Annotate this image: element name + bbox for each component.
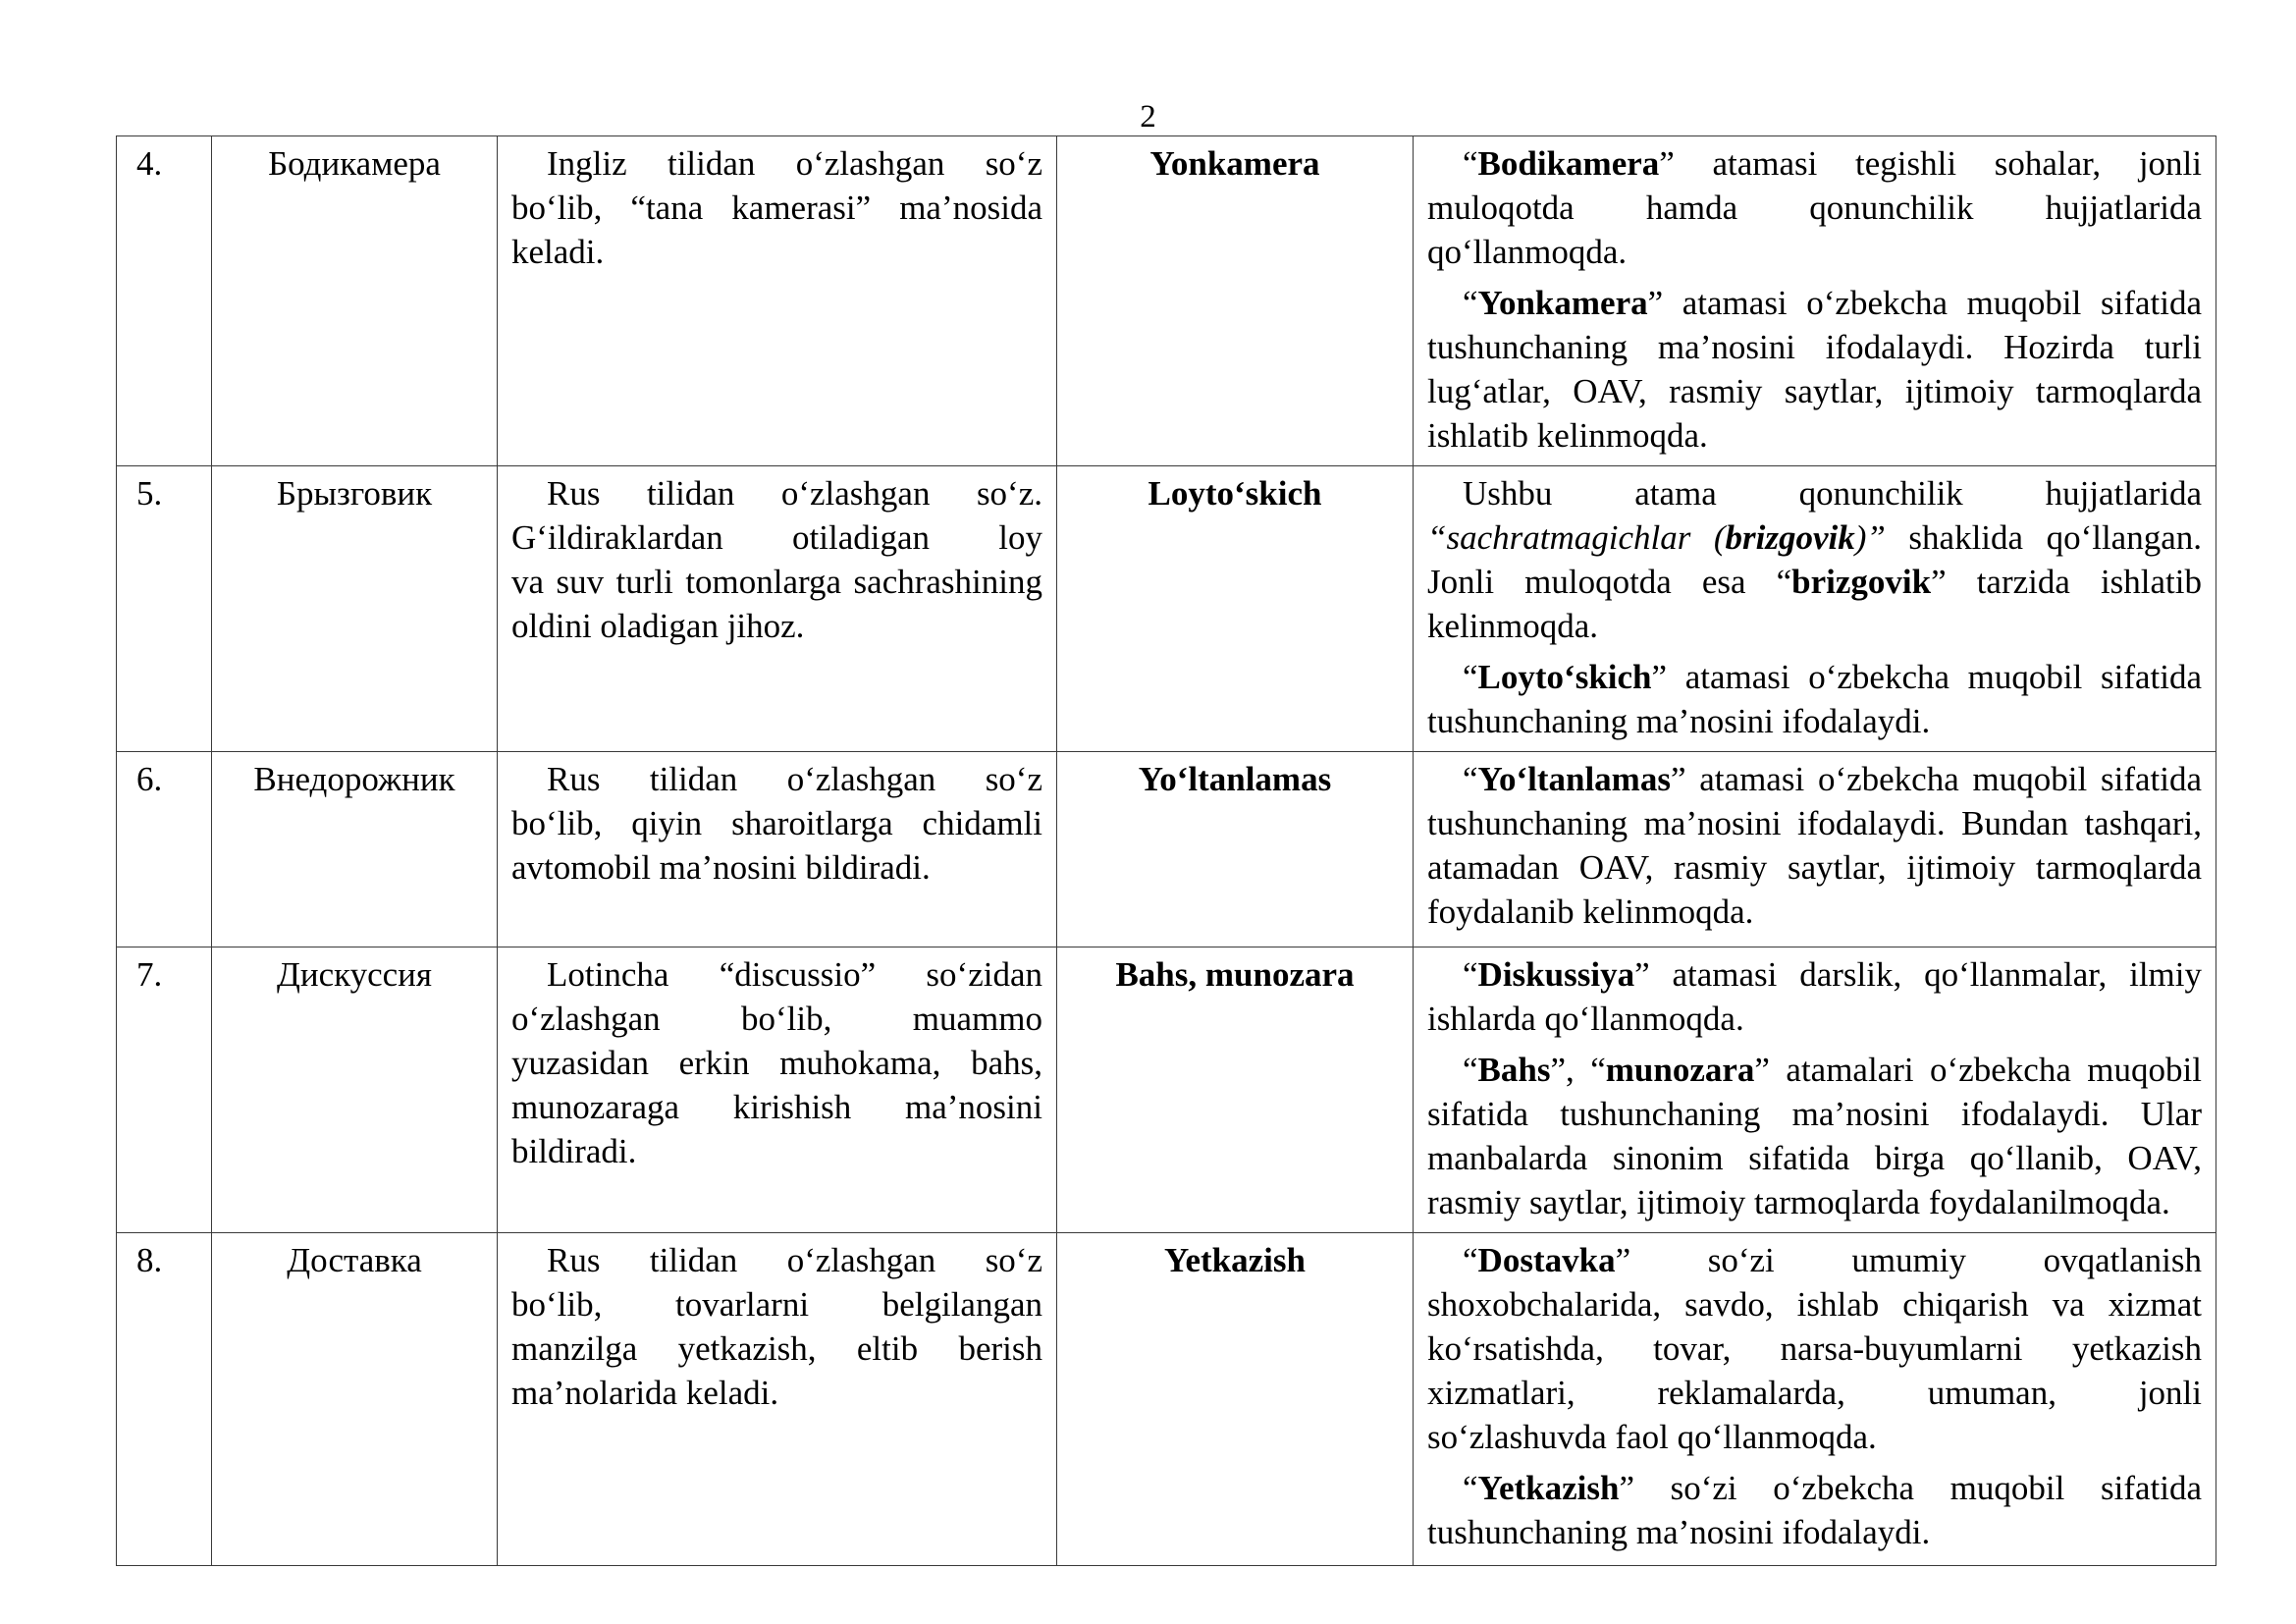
text-run: ” atamalari o‘zbekcha muqobil	[1754, 1051, 2202, 1089]
usage-line	[1427, 1371, 2202, 1415]
origin-line: G‘ildiraklardan otiladigan loy	[511, 518, 1042, 557]
text-run: “	[1463, 1469, 1478, 1507]
text-run: “	[1463, 284, 1478, 322]
usage-line	[1427, 413, 2202, 458]
text-run: tushunchaning ma’nosini ifodalaydi. Bundan tashqari,	[1427, 804, 2202, 842]
usage-line	[1427, 1238, 2202, 1282]
uzbek-equivalent: Yetkazish	[1057, 1233, 1414, 1566]
row-number: 8.	[117, 1233, 212, 1566]
usage-line	[1427, 1092, 2202, 1136]
origin-line: Rus tilidan o‘zlashgan so‘z.	[547, 474, 1042, 513]
text-run: ishlatib kelinmoqda.	[1427, 416, 1708, 455]
table-row	[117, 752, 2216, 947]
usage-paragraph	[1427, 281, 2202, 458]
usage-paragraph	[1427, 655, 2202, 743]
usage-line	[1427, 890, 2202, 934]
usage-line	[1427, 325, 2202, 369]
text-run: )”	[1854, 518, 1886, 557]
usage-paragraph	[1427, 471, 2202, 648]
origin-line: Rus tilidan o‘zlashgan so‘z	[547, 1241, 1042, 1279]
text-run: ” atamasi darslik, qo‘llanmalar, ilmiy	[1634, 955, 2202, 994]
row-number: 6.	[117, 752, 212, 947]
text-run: ” so‘zi umumiy ovqatlanish	[1615, 1241, 2202, 1279]
origin-line: munozaraga kirishish ma’nosini	[511, 1088, 1042, 1126]
origin-line: va suv turli tomonlarga sachrashining	[511, 563, 1042, 601]
text-run: Ushbu atama qonunchilik hujjatlarida	[1463, 474, 2202, 513]
row-number: 4.	[117, 136, 212, 466]
term-highlight: Diskussiya	[1477, 955, 1635, 994]
text-run: ”, “	[1550, 1051, 1606, 1089]
usage-paragraph	[1427, 952, 2202, 1041]
text-run: “	[1463, 760, 1478, 798]
origin-line: yuzasidan erkin muhokama, bahs,	[511, 1044, 1042, 1082]
text-run: rasmiy saytlar, ijtimoiy tarmoqlarda foydalanilmoqda.	[1427, 1183, 2170, 1221]
text-run: “	[1463, 1051, 1478, 1089]
usage-line	[1427, 1415, 2202, 1459]
usage-line	[1427, 230, 2202, 274]
text-run: “	[1463, 658, 1478, 696]
text-run: ” atamasi o‘zbekcha muqobil sifatida	[1670, 760, 2202, 798]
usage-line	[1427, 515, 2202, 560]
text-run: shoxobchalarida, savdo, ishlab chiqarish va xizmat	[1427, 1285, 2202, 1324]
origin-line: bildiradi.	[511, 1132, 637, 1170]
foreign-term: Бодикамера	[212, 136, 498, 466]
usage-line	[1427, 369, 2202, 413]
term-highlight: Loyto‘skich	[1477, 658, 1652, 696]
term-highlight: Bodikamera	[1477, 144, 1660, 183]
text-run: tushunchaning ma’nosini ifodalaydi. Hozirda turli	[1427, 328, 2202, 366]
origin-line: Rus tilidan o‘zlashgan so‘z	[547, 760, 1042, 798]
uzbek-equivalent: Yonkamera	[1057, 136, 1414, 466]
usage-notes	[1414, 466, 2216, 752]
text-run: kelinmoqda.	[1427, 607, 1598, 645]
usage-line	[1427, 186, 2202, 230]
origin-line: ma’nolarida keladi.	[511, 1374, 779, 1412]
text-run: sifatida tushunchaning ma’nosini ifodalaydi. Ular	[1427, 1095, 2202, 1133]
origin-line: bo‘lib, tovarlarni belgilangan	[511, 1285, 1042, 1324]
text-run: qo‘llanmoqda.	[1427, 233, 1628, 271]
page-number: 2	[1140, 99, 1156, 135]
usage-line	[1427, 757, 2202, 801]
usage-paragraph	[1427, 1238, 2202, 1459]
usage-line	[1427, 952, 2202, 997]
usage-line	[1427, 699, 2202, 743]
text-run: ” so‘zi o‘zbekcha muqobil sifatida	[1619, 1469, 2202, 1507]
text-run: Jonli muloqotda esa “	[1427, 563, 1792, 601]
usage-line	[1427, 560, 2202, 604]
usage-line	[1427, 604, 2202, 648]
text-run: lug‘atlar, OAV, rasmiy saytlar, ijtimoiy tarmoqlarda	[1427, 372, 2202, 410]
usage-notes	[1414, 752, 2216, 947]
table-row	[117, 1233, 2216, 1566]
usage-line	[1427, 845, 2202, 890]
uzbek-equivalent: Bahs, munozara	[1057, 947, 1414, 1233]
usage-notes	[1414, 136, 2216, 466]
glossary-body	[117, 136, 2216, 1566]
term-highlight: brizgovik	[1725, 518, 1855, 557]
origin-line: Ingliz tilidan o‘zlashgan so‘z	[547, 144, 1042, 183]
text-run: ko‘rsatishda, tovar, narsa-buyumlarni yetkazish	[1427, 1329, 2202, 1368]
origin-description	[498, 466, 1057, 752]
usage-notes	[1414, 947, 2216, 1233]
text-run: “	[1463, 955, 1478, 994]
table-row	[117, 136, 2216, 466]
term-highlight: Dostavka	[1477, 1241, 1616, 1279]
text-run: so‘zlashuvda faol qo‘llanmoqda.	[1427, 1418, 1877, 1456]
foreign-term: Доставка	[212, 1233, 498, 1566]
text-run: xizmatlari, reklamalarda, umuman, jonli	[1427, 1374, 2202, 1412]
text-run: muloqotda hamda qonunchilik hujjatlarida	[1427, 189, 2202, 227]
text-run: manbalarda sinonim sifatida birga qo‘llanib, OAV,	[1427, 1139, 2202, 1177]
text-run: ” atamasi o‘zbekcha muqobil sifatida	[1647, 284, 2202, 322]
usage-line	[1427, 1048, 2202, 1092]
uzbek-equivalent: Yo‘ltanlamas	[1057, 752, 1414, 947]
text-run: foydalanib kelinmoqda.	[1427, 893, 1754, 931]
text-run: ” tarzida ishlatib	[1931, 563, 2202, 601]
origin-line: o‘zlashgan bo‘lib, muammo	[511, 1000, 1042, 1038]
text-run: ” atamasi o‘zbekcha muqobil sifatida	[1651, 658, 2202, 696]
term-highlight: brizgovik	[1791, 563, 1932, 601]
text-run: atamadan OAV, rasmiy saytlar, ijtimoiy tarmoqlarda	[1427, 848, 2202, 887]
foreign-term: Дискуссия	[212, 947, 498, 1233]
usage-line	[1427, 1326, 2202, 1371]
usage-line	[1427, 281, 2202, 325]
text-run: ” atamasi tegishli sohalar, jonli	[1659, 144, 2202, 183]
glossary-table	[116, 135, 2216, 1566]
term-highlight: Yo‘ltanlamas	[1477, 760, 1671, 798]
table-row	[117, 947, 2216, 1233]
usage-paragraph	[1427, 141, 2202, 274]
origin-line: keladi.	[511, 233, 605, 271]
usage-line	[1427, 1510, 2202, 1554]
text-run: “sachratmagichlar (	[1427, 518, 1726, 557]
usage-line	[1427, 1466, 2202, 1510]
text-run: “	[1463, 144, 1478, 183]
usage-paragraph	[1427, 757, 2202, 934]
origin-line: bo‘lib, “tana kamerasi” ma’nosida	[511, 189, 1042, 227]
usage-line	[1427, 1282, 2202, 1326]
term-highlight: Yonkamera	[1477, 284, 1648, 322]
table-row	[117, 466, 2216, 752]
origin-line: Lotincha “discussio” so‘zidan	[547, 955, 1042, 994]
usage-line	[1427, 1180, 2202, 1224]
usage-line	[1427, 1136, 2202, 1180]
text-run: “	[1463, 1241, 1478, 1279]
row-number: 5.	[117, 466, 212, 752]
origin-line: manzilga yetkazish, eltib berish	[511, 1329, 1042, 1368]
origin-description	[498, 136, 1057, 466]
usage-line	[1427, 997, 2202, 1041]
usage-paragraph	[1427, 1048, 2202, 1224]
foreign-term: Внедорожник	[212, 752, 498, 947]
usage-line	[1427, 471, 2202, 515]
term-highlight: Yetkazish	[1477, 1469, 1620, 1507]
usage-line	[1427, 801, 2202, 845]
usage-notes	[1414, 1233, 2216, 1566]
term-highlight: Bahs	[1477, 1051, 1551, 1089]
usage-paragraph	[1427, 1466, 2202, 1554]
origin-description	[498, 1233, 1057, 1566]
foreign-term: Брызговик	[212, 466, 498, 752]
usage-line	[1427, 655, 2202, 699]
origin-line: oldini oladigan jihoz.	[511, 607, 805, 645]
origin-line: bo‘lib, qiyin sharoitlarga chidamli	[511, 804, 1042, 842]
text-run: tushunchaning ma’nosini ifodalaydi.	[1427, 702, 1931, 740]
origin-description	[498, 947, 1057, 1233]
text-run: tushunchaning ma’nosini ifodalaydi.	[1427, 1513, 1931, 1551]
text-run: shaklida qo‘llangan.	[1885, 518, 2203, 557]
origin-description	[498, 752, 1057, 947]
term-highlight: munozara	[1605, 1051, 1755, 1089]
usage-line	[1427, 141, 2202, 186]
text-run: ishlarda qo‘llanmoqda.	[1427, 1000, 1744, 1038]
origin-line: avtomobil ma’nosini bildiradi.	[511, 848, 931, 887]
row-number: 7.	[117, 947, 212, 1233]
uzbek-equivalent: Loyto‘skich	[1057, 466, 1414, 752]
